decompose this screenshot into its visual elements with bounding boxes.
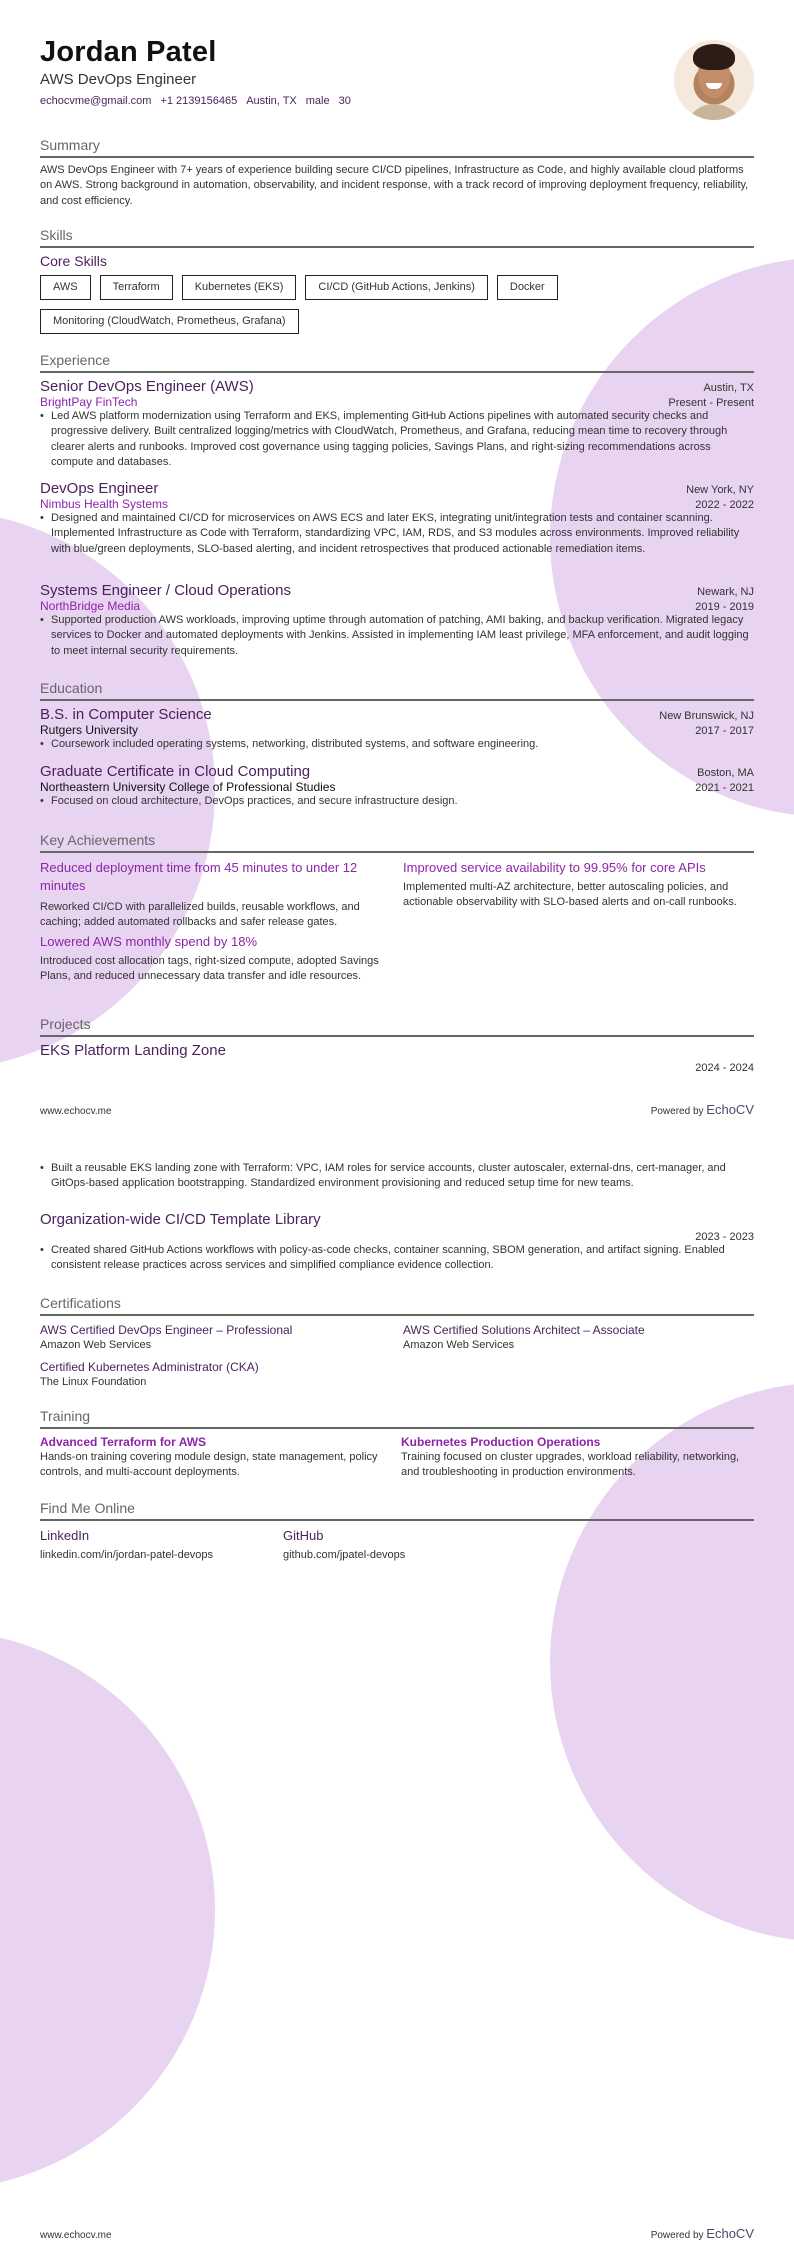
contact-phone[interactable]: +1 2139156465 [160,95,238,107]
avatar [674,40,754,120]
training-name: Advanced Terraform for AWS [40,1435,207,1449]
skill-tag: AWS [40,275,91,300]
education-entry [40,706,754,752]
skills-group-title: Core Skills [40,253,107,269]
job-role: DevOps Engineer [40,480,159,497]
section-title-experience: Experience [40,352,754,373]
job-dates: Present - Present [668,397,754,409]
certification-name: AWS Certified Solutions Architect – Associate [403,1323,645,1337]
achievement-title: Improved service availability to 99.95% for core APIs [403,860,706,875]
section-title-skills: Skills [40,227,754,248]
online-link-github[interactable] [283,1527,513,1563]
certification-item [403,1322,754,1353]
project-entry [40,1042,754,1074]
training-item [401,1434,754,1481]
online-label: LinkedIn [40,1528,90,1543]
school-dates: 2021 - 2021 [695,782,754,794]
achievement-title: Reduced deployment time from 45 minutes to under 12 minutes [40,860,358,893]
project-dates: 2024 - 2024 [695,1062,754,1074]
job-bullet: • Supported production AWS workloads, improving uptime through automation of patching, AMI baking, and backup verification. Migrated legacy services to Docker and automated deployments with Jenkins. Assisted in implementing IAM least privilege, MFA enforcement, and audit logging to meet internal security requirements. [40,613,754,659]
contact-line [40,95,351,107]
skill-tag: Terraform [100,275,173,300]
contact-gender: male [305,95,330,107]
contact-email[interactable]: echocvme@gmail.com [40,95,152,107]
section-title-projects: Projects [40,1016,754,1037]
skills-tags [40,275,640,334]
contact-location: Austin, TX [246,95,297,107]
section-title-education: Education [40,680,754,701]
education-bullet: • Coursework included operating systems, networking, distributed systems, and software engineering. [40,737,754,752]
education-bullet: • Focused on cloud architecture, DevOps practices, and secure infrastructure design. [40,794,754,809]
skill-tag: Docker [497,275,558,300]
job-bullet: • Designed and maintained CI/CD for microservices on AWS ECS and later EKS, integrating unit/integration tests and container scanning. Implemented Infrastructure as Code with Terraform, standardizing VPC, IAM, RDS, and S3 modules across environments. Improved reliability with blue/green deployments, SLO-based alerting, and incident retrospectives that produced actionable remediation items. [40,511,754,557]
online-link-linkedin[interactable] [40,1527,270,1563]
school-dates: 2017 - 2017 [695,725,754,737]
footer-site[interactable]: www.echocv.me [40,1106,112,1117]
online-label: GitHub [283,1528,324,1543]
experience-entry [40,582,754,659]
achievement-text: Implemented multi-AZ architecture, better autoscaling policies, and actionable observability with SLO-based alerts and on-call runbooks. [403,881,737,909]
school-location: New Brunswick, NJ [659,710,754,722]
achievement-item [403,859,754,911]
job-role: Senior DevOps Engineer (AWS) [40,378,254,395]
school-location: Boston, MA [697,767,754,779]
avatar-shirt [684,104,744,120]
education-entry [40,763,754,809]
certification-issuer: Amazon Web Services [403,1339,515,1351]
section-title-training: Training [40,1408,754,1429]
job-company: BrightPay FinTech [40,395,138,409]
certification-issuer: The Linux Foundation [40,1376,147,1388]
job-location: New York, NY [686,484,754,496]
online-url[interactable]: github.com/jpatel-devops [283,1549,406,1561]
achievement-title: Lowered AWS monthly spend by 18% [40,934,258,949]
job-dates: 2022 - 2022 [695,499,754,511]
experience-entry [40,480,754,557]
page-footer [40,2226,754,2241]
project-bullet: • Created shared GitHub Actions workflows with policy-as-code checks, container scanning, SBOM generation, and artifact signing. Enabled consistent release practices across services and simplified compliance evidence collection. [40,1243,754,1274]
footer-brand[interactable]: EchoCV [706,1102,754,1117]
section-title-summary: Summary [40,137,754,158]
project-dates: 2023 - 2023 [695,1231,754,1243]
certification-issuer: Amazon Web Services [40,1339,152,1351]
experience-entry [40,378,754,470]
candidate-name: Jordan Patel [40,36,217,68]
degree: B.S. in Computer Science [40,706,212,723]
project-entry-continued [40,1161,754,1192]
achievement-text: Reworked CI/CD with parallelized builds, reusable workflows, and caching; added automated rollbacks and safer release gates. [40,901,360,929]
online-url[interactable]: linkedin.com/in/jordan-patel-devops [40,1549,214,1561]
job-bullet: • Led AWS platform modernization using Terraform and EKS, implementing GitHub Actions pipelines with automated security checks and progressive delivery. Built centralized logging/metrics with CloudWatch, Prometheus, and Grafana, reducing mean time to recovery through clearer alerts and runbooks. Improved cost governance using tagging policies, Savings Plans, and right-sizing recommendations across compute and databases. [40,409,754,470]
footer-powered-by: Powered by [650,1106,704,1117]
training-item [40,1434,390,1481]
training-text: Training focused on cluster upgrades, workload reliability, networking, and troubleshooting in production environments. [401,1451,740,1479]
certification-name: AWS Certified DevOps Engineer – Professional [40,1323,293,1337]
page-footer [40,1102,754,1117]
certification-item [40,1359,385,1390]
certification-name: Certified Kubernetes Administrator (CKA) [40,1360,259,1374]
project-entry [40,1211,754,1274]
project-name: Organization-wide CI/CD Template Library [40,1211,321,1228]
school-name: Rutgers University [40,723,139,737]
summary-text: AWS DevOps Engineer with 7+ years of experience building secure CI/CD pipelines, Infrastructure as Code, and highly available cloud platforms on AWS. Strong background in automation, observability, and incident response, with a track record of improving deployment frequency, reliability, and cost efficiency. [40,164,749,207]
footer-site[interactable]: www.echocv.me [40,2230,112,2241]
project-bullet: • Built a reusable EKS landing zone with Terraform: VPC, IAM roles for service accounts, cluster autoscaler, external-dns, cert-manager, and GitOps-based application bootstrapping. Standardized environment provisioning and reduced setup time for new teams. [40,1161,754,1192]
job-dates: 2019 - 2019 [695,601,754,613]
job-role: Systems Engineer / Cloud Operations [40,582,291,599]
job-company: Nimbus Health Systems [40,497,169,511]
section-title-certifications: Certifications [40,1295,754,1316]
skill-tag: Kubernetes (EKS) [182,275,297,300]
skills-group [40,253,754,334]
job-location: Austin, TX [703,382,754,394]
skill-tag: CI/CD (GitHub Actions, Jenkins) [305,275,488,300]
job-location: Newark, NJ [697,586,754,598]
degree: Graduate Certificate in Cloud Computing [40,763,311,780]
training-name: Kubernetes Production Operations [401,1435,601,1449]
candidate-title: AWS DevOps Engineer [40,71,197,88]
achievement-item [40,859,385,931]
school-name: Northeastern University College of Professional Studies [40,780,336,794]
certification-item [40,1322,385,1353]
project-name: EKS Platform Landing Zone [40,1042,226,1059]
avatar-hair [693,44,735,70]
section-title-achievements: Key Achievements [40,832,754,853]
skill-tag: Monitoring (CloudWatch, Prometheus, Grafana) [40,309,299,334]
contact-age: 30 [338,95,351,107]
job-company: NorthBridge Media [40,599,141,613]
footer-powered-by: Powered by [650,2230,704,2241]
training-text: Hands-on training covering module design, state management, policy controls, and multi-account deployments. [40,1451,378,1479]
achievement-item [40,933,385,985]
achievement-text: Introduced cost allocation tags, right-sized compute, adopted Savings Plans, and reduced unnecessary data transfer and idle resources. [40,955,379,983]
section-title-online: Find Me Online [40,1500,754,1521]
footer-brand[interactable]: EchoCV [706,2226,754,2241]
